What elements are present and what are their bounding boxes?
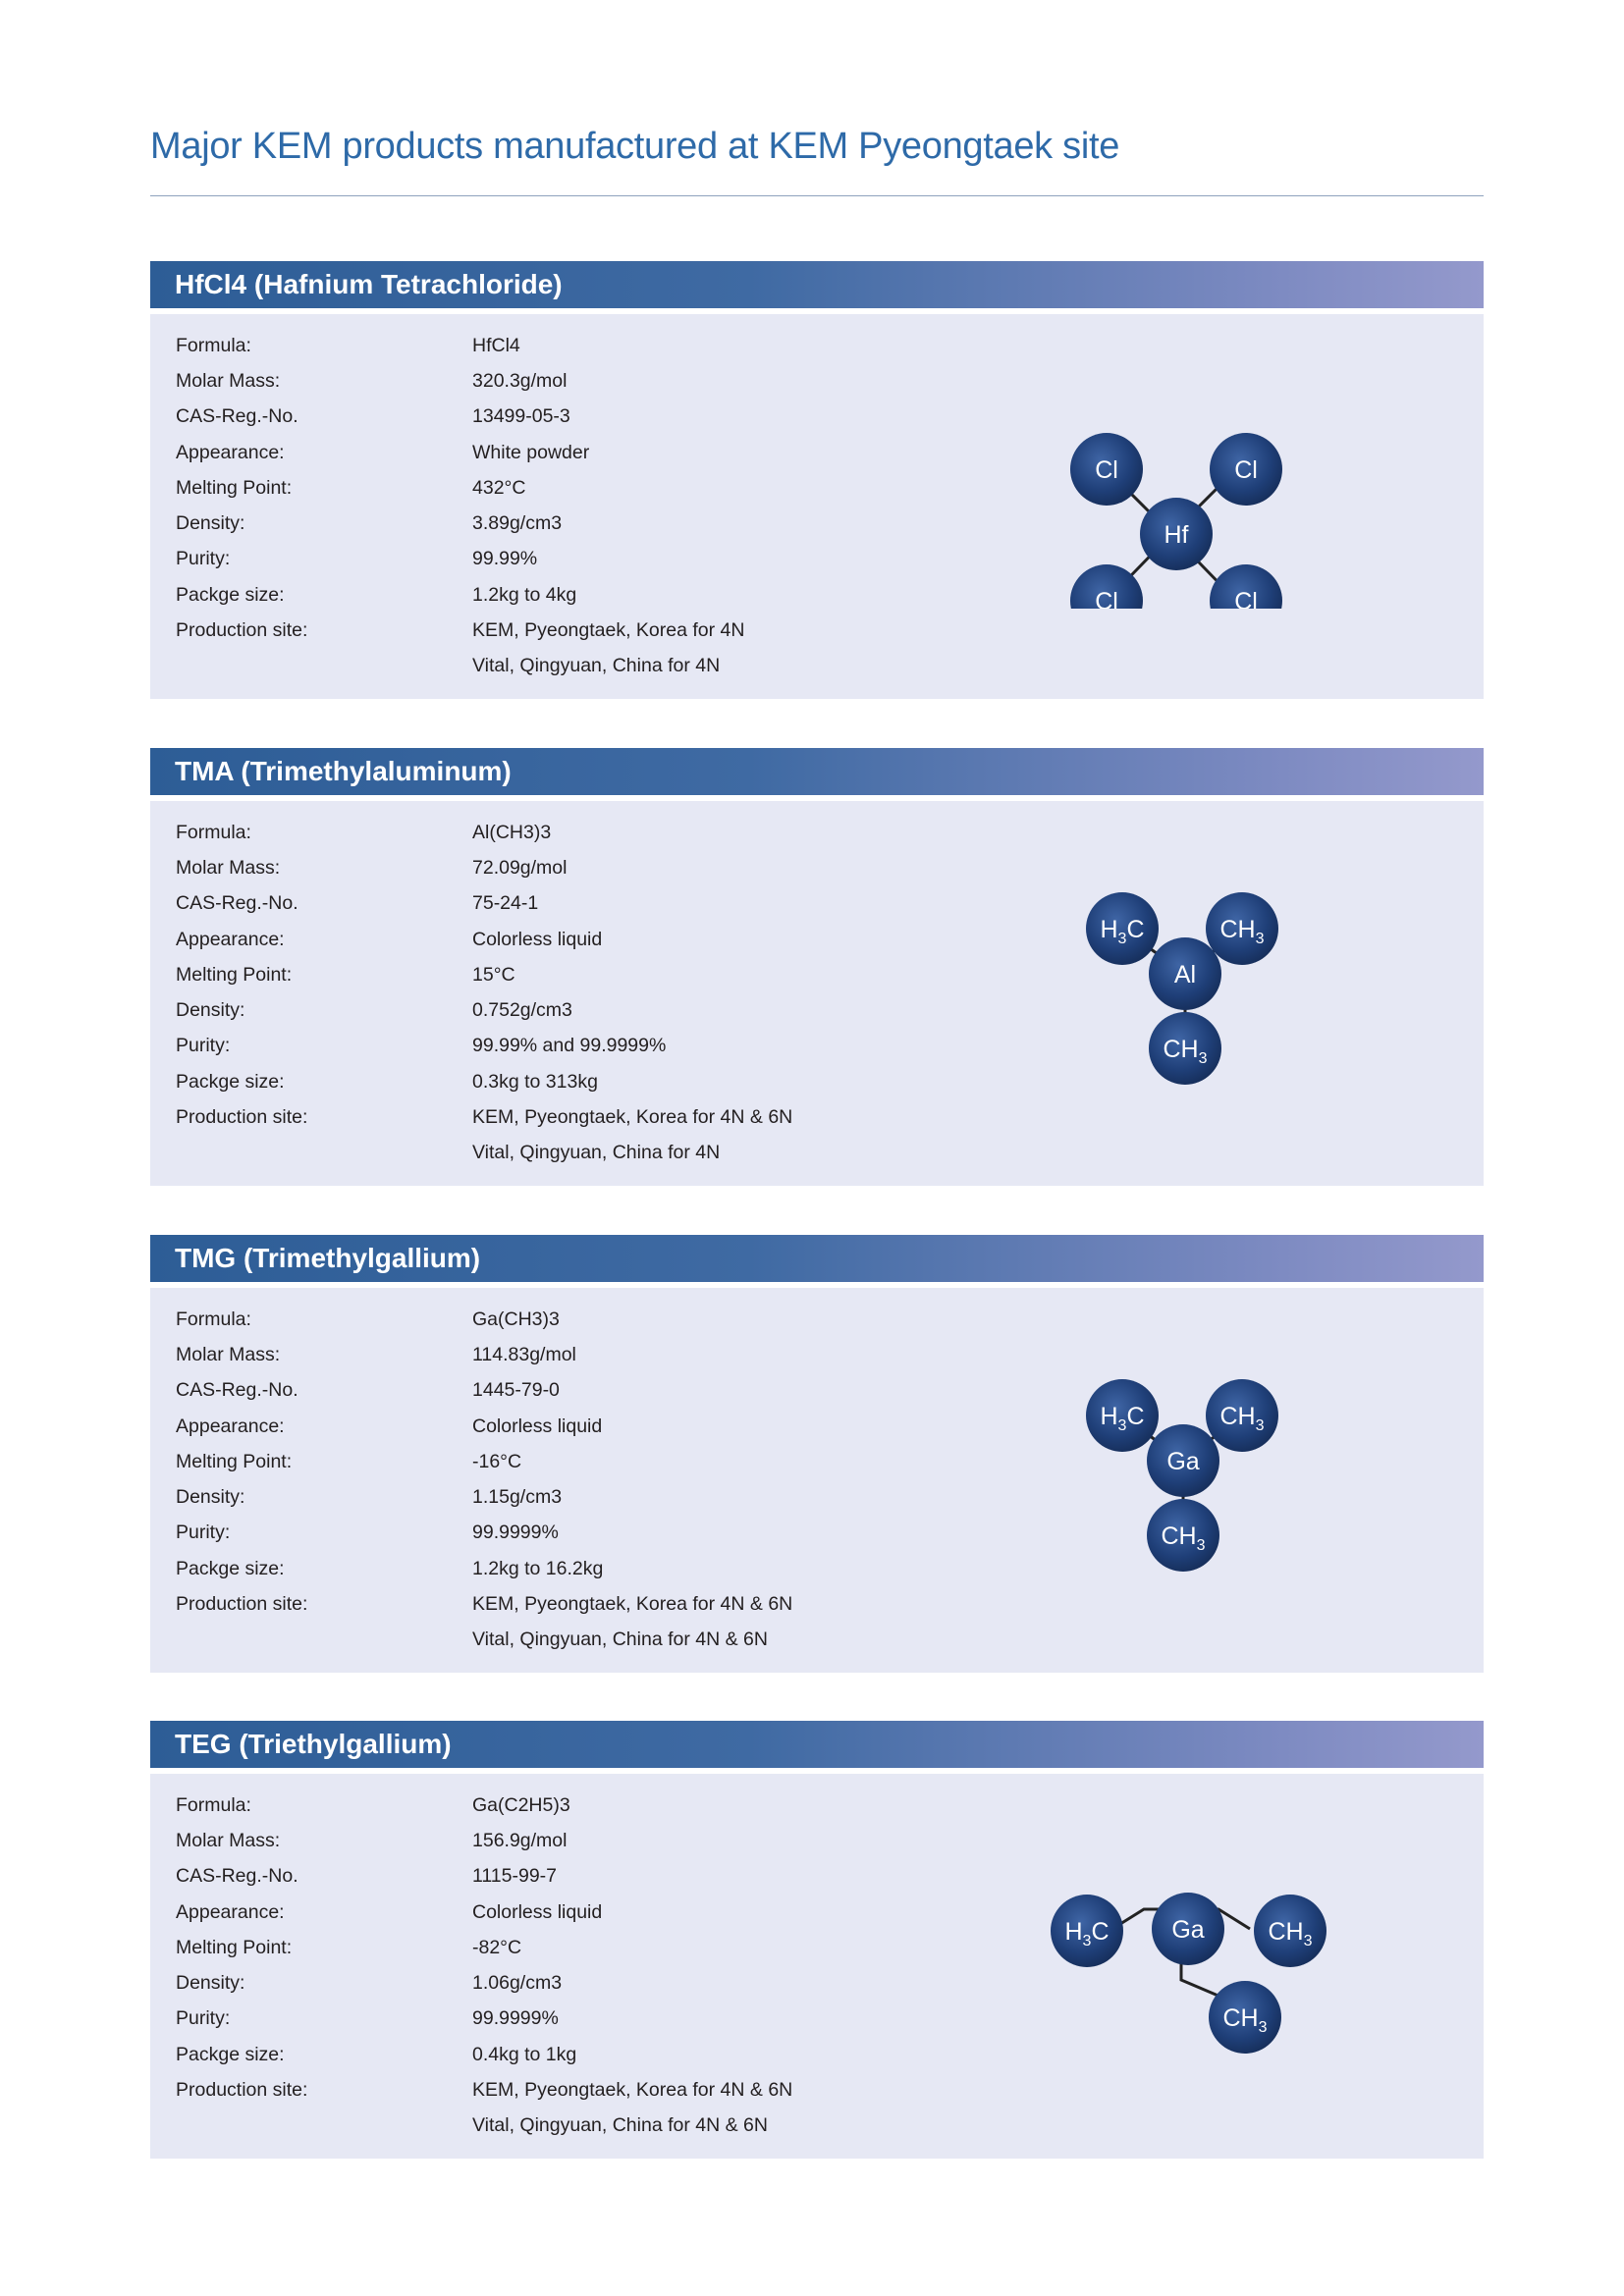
property-row-continued	[176, 2109, 792, 2144]
product-section-hfcl4	[150, 261, 1484, 699]
property-row	[176, 1409, 792, 1444]
property-row	[176, 1373, 792, 1409]
property-row	[176, 1823, 792, 1858]
property-value: KEM, Pyeongtaek, Korea for 4N & 6N	[472, 1593, 793, 1616]
property-value: 0.752g/cm3	[472, 999, 572, 1022]
svg-text:Ga: Ga	[1171, 1916, 1205, 1944]
property-value: 1115-99-7	[472, 1865, 558, 1888]
property-label: Melting Point:	[176, 476, 293, 499]
property-label: Production site:	[176, 2079, 308, 2102]
property-row	[176, 1444, 792, 1479]
property-row	[176, 1930, 792, 1965]
section-header: TMG (Trimethylgallium)	[150, 1235, 1484, 1282]
property-value: 99.9999%	[472, 2007, 559, 2030]
property-label: Density:	[176, 999, 245, 1022]
svg-text:CH3: $CH_3$	[1222, 2004, 1268, 2036]
molecule-diagram-tmg	[1073, 1347, 1289, 1587]
property-row	[176, 922, 792, 957]
property-row	[176, 1479, 792, 1515]
property-value: KEM, Pyeongtaek, Korea for 4N	[472, 619, 745, 642]
property-label: Density:	[176, 1972, 245, 1995]
property-label: CAS-Reg.-No.	[176, 405, 298, 428]
property-label: Production site:	[176, 1593, 308, 1616]
property-value: 3.89g/cm3	[472, 512, 563, 535]
property-row	[176, 400, 744, 435]
group-ch3-right	[1206, 892, 1278, 965]
property-row	[176, 2072, 792, 2108]
property-label: Molar Mass:	[176, 1829, 281, 1851]
property-label: Melting Point:	[176, 1450, 293, 1472]
property-value: Vital, Qingyuan, China for 4N	[472, 1142, 721, 1164]
property-value: -82°C	[472, 1936, 522, 1958]
property-value: KEM, Pyeongtaek, Korea for 4N & 6N	[472, 1106, 793, 1129]
section-header: HfCl4 (Hafnium Tetrachloride)	[150, 261, 1484, 308]
property-value: 0.3kg to 313kg	[472, 1070, 598, 1093]
property-row-continued	[176, 1136, 792, 1171]
group-ch3-right	[1206, 1379, 1278, 1452]
property-label: Purity:	[176, 2007, 231, 2030]
product-section-tmg	[150, 1235, 1484, 1673]
svg-text:Cl: Cl	[1095, 588, 1118, 609]
property-value: 1.2kg to 4kg	[472, 583, 577, 606]
svg-text:Al: Al	[1173, 961, 1197, 988]
svg-text:CH3: $CH_3$	[1268, 1918, 1313, 1949]
property-row	[176, 886, 792, 922]
property-label: Density:	[176, 1486, 245, 1509]
property-row	[176, 1064, 792, 1099]
property-value: 75-24-1	[472, 892, 539, 915]
svg-text:Cl: Cl	[1234, 456, 1258, 484]
property-row	[176, 613, 744, 648]
property-row-continued	[176, 1623, 792, 1658]
atom-cl-top-right	[1210, 433, 1282, 506]
property-label: Packge size:	[176, 1557, 285, 1579]
property-row	[176, 1516, 792, 1551]
property-value: Colorless liquid	[472, 928, 603, 950]
product-section-teg	[150, 1721, 1484, 2159]
property-value: 15°C	[472, 963, 515, 986]
svg-text:CH3: $CH_3$	[1163, 1036, 1208, 1067]
property-row	[176, 1337, 792, 1372]
page-title: Major KEM products manufactured at KEM Pyeongtaek site	[150, 126, 1120, 167]
group-ch3-right	[1254, 1895, 1326, 1967]
property-value: Colorless liquid	[472, 1415, 603, 1437]
property-label: CAS-Reg.-No.	[176, 1865, 298, 1888]
group-ch3-bottom	[1149, 1012, 1221, 1085]
atom-cl-top-left	[1070, 433, 1143, 506]
atom-al-center	[1149, 937, 1221, 1010]
title-divider	[150, 195, 1484, 196]
section-header: TEG (Triethylgallium)	[150, 1721, 1484, 1768]
property-label: Molar Mass:	[176, 1343, 281, 1365]
section-body	[150, 801, 1484, 1186]
group-h3c-left	[1051, 1895, 1123, 1967]
group-h3c-left	[1086, 892, 1159, 965]
group-ch3-bottom	[1147, 1499, 1219, 1572]
property-value: 99.99%	[472, 548, 538, 570]
property-value: HfCl4	[472, 334, 520, 356]
property-label: Formula:	[176, 1793, 251, 1816]
property-row	[176, 1551, 792, 1586]
property-label: Molar Mass:	[176, 369, 281, 392]
svg-text:Cl: Cl	[1234, 588, 1258, 609]
section-body	[150, 1288, 1484, 1673]
property-label: CAS-Reg.-No.	[176, 1379, 298, 1402]
molecule-diagram-hfcl4	[1054, 383, 1289, 614]
property-value: KEM, Pyeongtaek, Korea for 4N & 6N	[472, 2079, 793, 2102]
property-label: Purity:	[176, 1035, 231, 1057]
property-row	[176, 435, 744, 470]
svg-text:CH3: $CH_3$	[1219, 916, 1265, 947]
property-value: 432°C	[472, 476, 526, 499]
property-row	[176, 506, 744, 541]
property-row	[176, 2002, 792, 2037]
atom-hf-center	[1140, 498, 1213, 570]
property-value: Vital, Qingyuan, China for 4N & 6N	[472, 1629, 768, 1651]
molecule-diagram-teg	[1034, 1872, 1328, 2073]
property-row	[176, 1302, 792, 1337]
svg-text:Hf: Hf	[1164, 521, 1189, 549]
property-label: Appearance:	[176, 928, 285, 950]
atom-cl-bottom-right	[1210, 564, 1282, 609]
property-value: White powder	[472, 441, 590, 463]
property-row	[176, 815, 792, 850]
property-list	[176, 328, 744, 684]
property-value: 72.09g/mol	[472, 856, 568, 879]
property-value: Ga(C2H5)3	[472, 1793, 570, 1816]
product-section-tma	[150, 748, 1484, 1186]
atom-ga-center	[1147, 1424, 1219, 1497]
property-list	[176, 1302, 792, 1658]
property-label: Packge size:	[176, 1070, 285, 1093]
svg-text:CH3: $CH_3$	[1219, 1403, 1265, 1434]
property-label: Density:	[176, 512, 245, 535]
svg-text:H3C: $H_3C$	[1100, 916, 1145, 947]
svg-text:Ga: Ga	[1166, 1448, 1200, 1475]
property-value: 1.2kg to 16.2kg	[472, 1557, 604, 1579]
property-label: Melting Point:	[176, 1936, 293, 1958]
svg-text:CH3: $CH_3$	[1161, 1522, 1206, 1554]
property-label: Purity:	[176, 1522, 231, 1544]
group-h3c-left	[1086, 1379, 1159, 1452]
property-row	[176, 1586, 792, 1622]
property-list	[176, 1788, 792, 2144]
property-row	[176, 1895, 792, 1930]
property-row	[176, 363, 744, 399]
property-value: 156.9g/mol	[472, 1829, 568, 1851]
property-row-continued	[176, 649, 744, 684]
property-value: 13499-05-3	[472, 405, 570, 428]
property-row	[176, 470, 744, 506]
property-label: Production site:	[176, 619, 308, 642]
property-row	[176, 992, 792, 1028]
atom-ga-center	[1152, 1893, 1224, 1965]
property-label: Appearance:	[176, 1900, 285, 1923]
property-value: 320.3g/mol	[472, 369, 568, 392]
property-label: Appearance:	[176, 441, 285, 463]
property-label: CAS-Reg.-No.	[176, 892, 298, 915]
molecule-diagram-tma	[1073, 860, 1289, 1100]
svg-text:H3C: $H_3C$	[1064, 1918, 1110, 1949]
svg-text:Cl: Cl	[1095, 456, 1118, 484]
property-value: 99.99% and 99.9999%	[472, 1035, 667, 1057]
property-label: Production site:	[176, 1106, 308, 1129]
property-row	[176, 1099, 792, 1135]
property-label: Appearance:	[176, 1415, 285, 1437]
group-ch3-bottom	[1209, 1981, 1281, 2054]
property-row	[176, 328, 744, 363]
property-label: Formula:	[176, 334, 251, 356]
property-row	[176, 1965, 792, 2001]
property-label: Melting Point:	[176, 963, 293, 986]
property-label: Packge size:	[176, 583, 285, 606]
section-body	[150, 314, 1484, 699]
property-value: -16°C	[472, 1450, 522, 1472]
section-header: TMA (Trimethylaluminum)	[150, 748, 1484, 795]
property-value: 1.15g/cm3	[472, 1486, 563, 1509]
property-value: Vital, Qingyuan, China for 4N	[472, 655, 721, 677]
property-row	[176, 577, 744, 613]
property-value: 114.83g/mol	[472, 1343, 576, 1365]
property-row	[176, 1788, 792, 1823]
property-row	[176, 850, 792, 885]
svg-text:H3C: $H_3C$	[1100, 1403, 1145, 1434]
property-value: 0.4kg to 1kg	[472, 2043, 577, 2065]
property-label: Formula:	[176, 1308, 251, 1330]
property-value: Al(CH3)3	[472, 821, 552, 843]
property-row	[176, 542, 744, 577]
property-value: Ga(CH3)3	[472, 1308, 560, 1330]
property-list	[176, 815, 792, 1171]
property-label: Formula:	[176, 821, 251, 843]
property-value: 1.06g/cm3	[472, 1972, 563, 1995]
property-row	[176, 1859, 792, 1895]
property-label: Molar Mass:	[176, 856, 281, 879]
property-row	[176, 957, 792, 992]
atom-cl-bottom-left	[1070, 564, 1143, 609]
property-value: Vital, Qingyuan, China for 4N & 6N	[472, 2114, 768, 2137]
property-row	[176, 2037, 792, 2072]
property-label: Packge size:	[176, 2043, 285, 2065]
property-value: Colorless liquid	[472, 1900, 603, 1923]
property-row	[176, 1029, 792, 1064]
section-body	[150, 1774, 1484, 2159]
property-value: 99.9999%	[472, 1522, 559, 1544]
property-label: Purity:	[176, 548, 231, 570]
property-value: 1445-79-0	[472, 1379, 560, 1402]
